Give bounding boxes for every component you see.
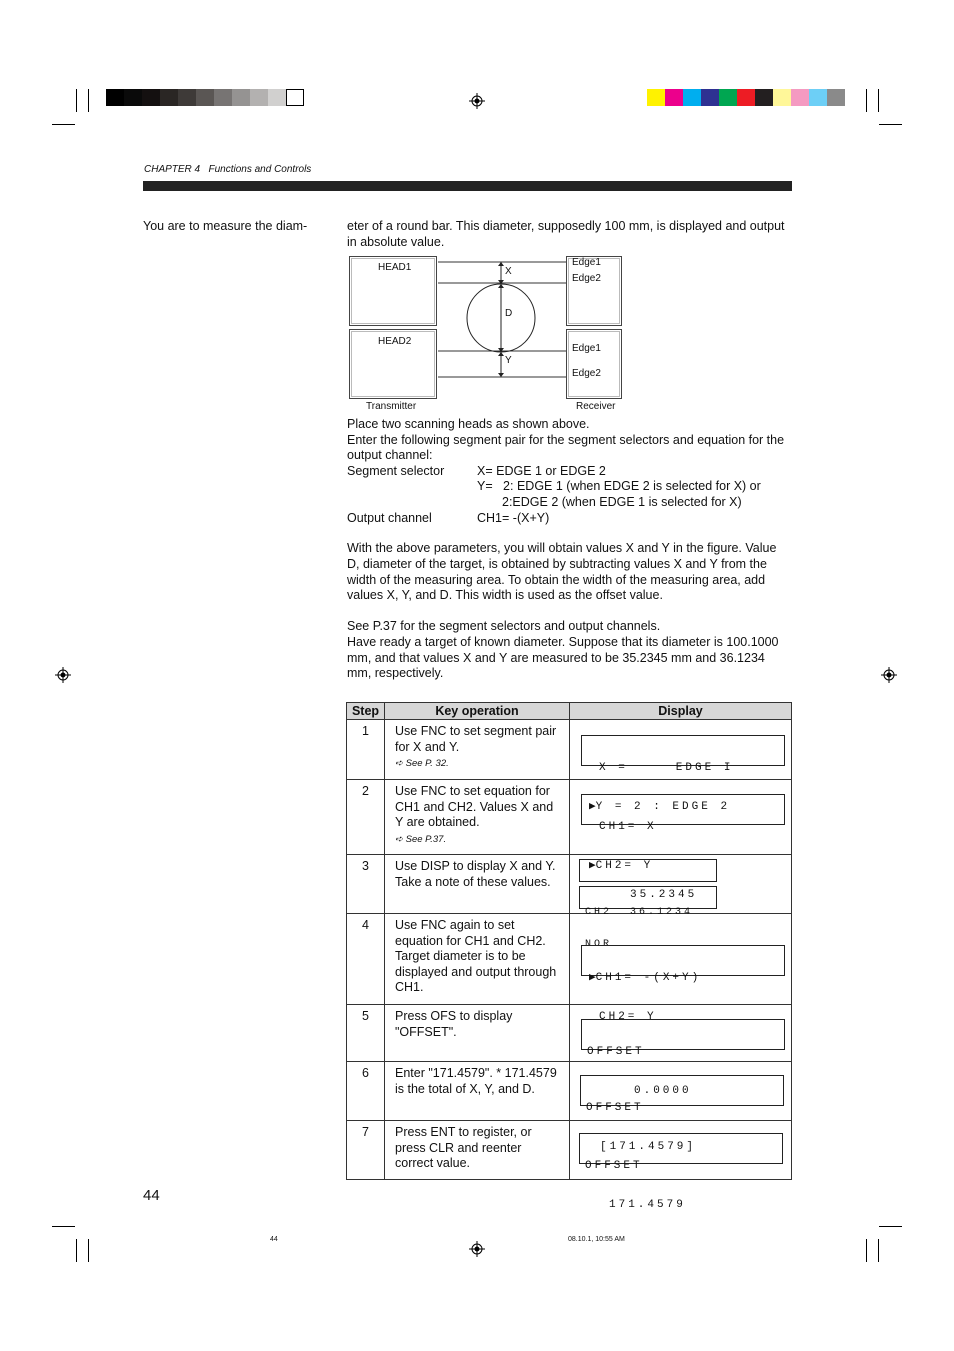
lcd-line: CH2= Y bbox=[595, 860, 654, 872]
crop-mark bbox=[88, 89, 89, 112]
cursor-icon: ▶ bbox=[589, 801, 596, 813]
table-row bbox=[347, 720, 792, 780]
header-display: Display bbox=[570, 703, 792, 720]
output-channel-value: CH1= -(X+Y) bbox=[477, 510, 550, 525]
segment-selector-x: X= EDGE 1 or EDGE 2 bbox=[477, 463, 606, 478]
table-row bbox=[347, 1005, 792, 1062]
d-label: D bbox=[505, 308, 513, 319]
segment-selector-label: Segment selector bbox=[347, 463, 445, 478]
color-swatch bbox=[178, 89, 196, 106]
header-rule bbox=[143, 181, 792, 191]
color-swatch bbox=[719, 89, 737, 106]
lcd-line: [171.4579] bbox=[600, 1141, 697, 1153]
lcd-display bbox=[581, 945, 785, 1023]
lcd-display-ch1 bbox=[579, 859, 717, 901]
crop-mark bbox=[879, 1226, 902, 1227]
registration-mark-icon bbox=[881, 667, 897, 683]
intro-paragraph: eter of a round bar. This diameter, supposedly 100 mm, is displayed and output in absolute value. bbox=[347, 219, 785, 249]
cursor-icon: ▶ bbox=[589, 860, 596, 872]
display-cell bbox=[570, 1121, 792, 1211]
x-label: X bbox=[505, 266, 512, 277]
edge2-top-label: Edge2 bbox=[572, 273, 601, 284]
color-swatch bbox=[250, 89, 268, 106]
edge1-bottom-label: Edge1 bbox=[572, 343, 601, 354]
header-key-operation: Key operation bbox=[385, 703, 570, 720]
lcd-display bbox=[579, 1133, 783, 1211]
color-swatch bbox=[701, 89, 719, 106]
step-number: 1 bbox=[347, 720, 385, 780]
color-swatch bbox=[142, 89, 160, 106]
footer-page: 44 bbox=[270, 1236, 278, 1243]
instruction-enter-pair: Enter the following segment pair for the segment selectors and equation for the output channel: bbox=[347, 432, 785, 463]
see-reference: See P.37. bbox=[405, 833, 447, 845]
color-swatch bbox=[827, 89, 845, 106]
display-cell bbox=[570, 720, 792, 813]
lcd-display bbox=[581, 794, 785, 872]
display-cell bbox=[570, 1005, 792, 1097]
crop-mark bbox=[52, 124, 75, 125]
color-swatch bbox=[268, 89, 286, 106]
crop-mark bbox=[878, 89, 879, 112]
color-swatch bbox=[647, 89, 665, 106]
key-operation: Enter "171.4579". * 171.4579 is the total of X, Y, and D. bbox=[395, 1066, 557, 1096]
lcd-line: 171.4579 bbox=[609, 1199, 686, 1211]
header-step: Step bbox=[347, 703, 385, 720]
table-row bbox=[347, 1062, 792, 1121]
lcd-line: X = EDGE I bbox=[599, 762, 734, 774]
head2-label: HEAD2 bbox=[378, 336, 412, 347]
step-number: 4 bbox=[347, 914, 385, 1005]
receiver-bottom-box bbox=[567, 330, 622, 399]
crop-mark bbox=[878, 1239, 879, 1262]
key-operation: Use FNC to set equation for CH1 and CH2. Values X and Y are obtained. bbox=[395, 784, 554, 830]
chapter-number: CHAPTER 4 bbox=[144, 164, 201, 175]
table-row bbox=[347, 914, 792, 1005]
arrow-icon: ➪ bbox=[395, 758, 403, 770]
arrow-icon: ➪ bbox=[395, 833, 403, 845]
crop-mark bbox=[76, 1239, 77, 1262]
color-swatch bbox=[232, 89, 250, 106]
lcd-line: OFFSET bbox=[586, 1102, 644, 1114]
crop-mark bbox=[76, 89, 77, 112]
step-number: 6 bbox=[347, 1062, 385, 1121]
lcd-line: NOR bbox=[585, 938, 613, 950]
table-row bbox=[347, 1121, 792, 1180]
edge1-top-label: Edge1 bbox=[572, 257, 601, 268]
color-swatch bbox=[124, 89, 142, 106]
color-swatch bbox=[665, 89, 683, 106]
color-swatch bbox=[791, 89, 809, 106]
lcd-display bbox=[580, 1075, 784, 1153]
display-cell bbox=[570, 780, 792, 872]
color-swatch bbox=[106, 89, 124, 106]
color-swatch bbox=[160, 89, 178, 106]
transmitter-label: Transmitter bbox=[366, 401, 417, 412]
color-swatch bbox=[773, 89, 791, 106]
lcd-line: 35.2345 bbox=[630, 889, 698, 901]
segment-selector-y-alt: 2:EDGE 2 (when EDGE 1 is selected for X) bbox=[502, 494, 742, 509]
chapter-title: Functions and Controls bbox=[208, 164, 312, 175]
lcd-line: OFFSET bbox=[587, 1046, 645, 1058]
lcd-line: CH2= Y bbox=[599, 1011, 657, 1023]
footer-timestamp: 08.10.1, 10:55 AM bbox=[568, 1236, 625, 1243]
crop-mark bbox=[52, 1226, 75, 1227]
edge2-bottom-label: Edge2 bbox=[572, 368, 601, 379]
lcd-line: 0.0000 bbox=[634, 1085, 692, 1097]
color-swatch bbox=[683, 89, 701, 106]
key-operation: Use FNC to set segment pair for X and Y. bbox=[395, 724, 557, 754]
display-cell bbox=[570, 855, 792, 950]
crop-mark bbox=[866, 1239, 867, 1262]
crop-mark bbox=[866, 89, 867, 112]
color-swatch bbox=[286, 89, 304, 106]
explanation-paragraph: With the above parameters, you will obtain values X and Y in the figure. Value D, diameter of the target, is obtained by subtracting values X and Y from the width of the measuring area. To obtain the width of the measuring area, add values X, Y, and D. This width is used as the offset value. bbox=[347, 541, 777, 603]
key-operation: Use FNC again to set equation for CH1 and CH2. Target diameter is to be displayed and output through CH1. bbox=[395, 918, 557, 995]
step-number: 5 bbox=[347, 1005, 385, 1062]
lcd-display bbox=[581, 735, 785, 813]
y-label: Y bbox=[505, 355, 512, 366]
step-number: 3 bbox=[347, 855, 385, 914]
registration-mark-icon bbox=[55, 667, 71, 683]
chapter-header bbox=[144, 164, 311, 175]
color-swatch bbox=[196, 89, 214, 106]
color-swatch bbox=[755, 89, 773, 106]
reference-note: See P.37 for the segment selectors and output channels. bbox=[347, 619, 661, 634]
table-row bbox=[347, 855, 792, 914]
lcd-line: CH1= -(X+Y) bbox=[595, 972, 702, 984]
instruction-place-heads: Place two scanning heads as shown above. bbox=[347, 417, 590, 431]
page-number: 44 bbox=[143, 1187, 160, 1204]
lcd-display-ch2 bbox=[579, 886, 717, 950]
registration-mark-icon bbox=[469, 93, 485, 109]
display-cell bbox=[570, 1062, 792, 1153]
cursor-icon: ▶ bbox=[589, 972, 596, 984]
step-number: 7 bbox=[347, 1121, 385, 1180]
target-paragraph: Have ready a target of known diameter. Suppose that its diameter is 100.1000 mm, and that values X and Y are measured to be 35.2345 mm and 36.1234 mm, respectively. bbox=[347, 634, 779, 681]
lcd-line: CH2 36.1234 bbox=[585, 907, 694, 918]
key-operation: Use DISP to display X and Y. Take a note of these values. bbox=[395, 859, 556, 889]
head1-label: HEAD1 bbox=[378, 262, 412, 273]
lcd-line: Y = 2 : EDGE 2 bbox=[595, 801, 731, 813]
lcd-line: OFFSET bbox=[585, 1160, 643, 1172]
crop-mark bbox=[88, 1239, 89, 1262]
receiver-label: Receiver bbox=[576, 401, 616, 412]
steps-table bbox=[346, 702, 792, 1211]
registration-mark-icon bbox=[469, 1241, 485, 1257]
table-header-row bbox=[347, 703, 792, 720]
color-swatch bbox=[809, 89, 827, 106]
key-operation: Press ENT to register, or press CLR and reenter correct value. bbox=[395, 1125, 532, 1171]
see-reference: See P. 32. bbox=[405, 758, 449, 770]
lcd-display bbox=[581, 1019, 785, 1097]
output-channel-label: Output channel bbox=[347, 510, 432, 525]
color-swatch bbox=[214, 89, 232, 106]
lcd-line: CH1= X bbox=[599, 821, 657, 833]
crop-mark bbox=[879, 124, 902, 125]
segment-selector-y: Y= 2: EDGE 1 (when EDGE 2 is selected for X) or bbox=[477, 479, 761, 494]
instruction-block bbox=[347, 417, 792, 682]
display-cell bbox=[570, 914, 792, 1023]
key-operation: Press OFS to display "OFFSET". bbox=[395, 1009, 513, 1039]
color-swatch bbox=[737, 89, 755, 106]
table-row bbox=[347, 780, 792, 855]
step-number: 2 bbox=[347, 780, 385, 855]
side-text: You are to measure the diam- bbox=[143, 219, 308, 233]
